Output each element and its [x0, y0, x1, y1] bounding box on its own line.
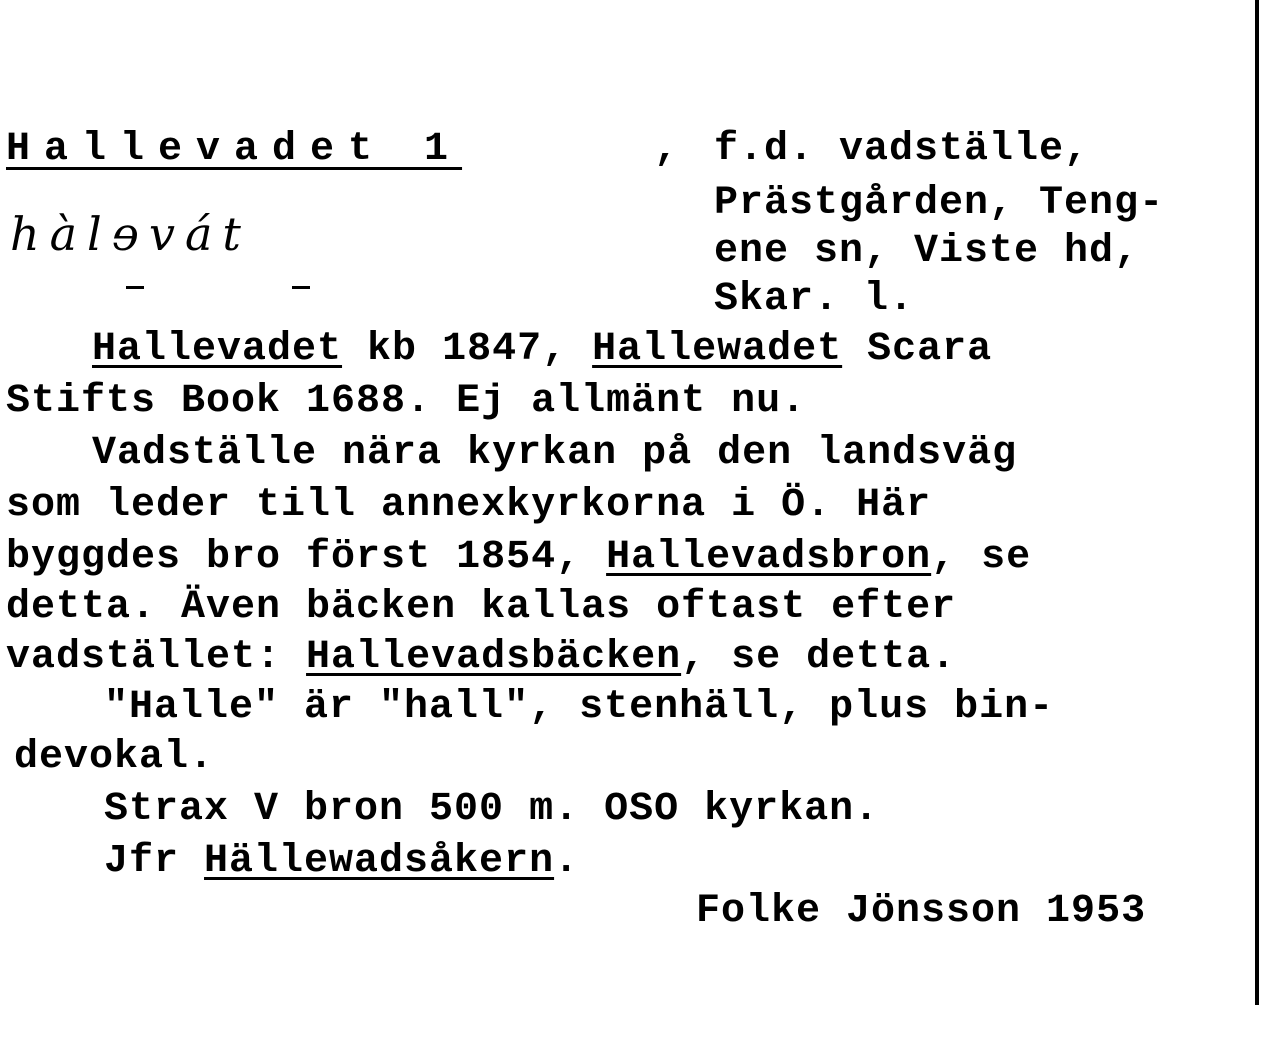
body-line-7: vadstället: Hallevadsbäcken, se detta.: [6, 635, 957, 680]
pronunciation-length-mark-1: [126, 286, 144, 289]
location-line-1: f.d. vadställe,: [714, 127, 1090, 172]
cross-reference: Hallevadsbäcken: [306, 635, 682, 680]
headword-comma: ,: [654, 127, 679, 172]
location-line-3: ene sn, Viste hd,: [714, 229, 1140, 274]
signature: Folke Jönsson 1953: [696, 889, 1147, 934]
location-line-4: Skar. l.: [714, 277, 915, 322]
body-line-5: byggdes bro först 1854, Hallevadsbron, se: [6, 535, 1032, 580]
body-line-11: Jfr Hällewadsåkern.: [104, 839, 580, 884]
cross-reference: Hällewadsåkern: [204, 839, 555, 884]
body-line-1: Hallevadet kb 1847, Hallewadet Scara: [92, 327, 993, 372]
location-line-2: Prästgården, Teng-: [714, 181, 1165, 226]
cross-reference: Hallevadsbron: [606, 535, 932, 580]
pronunciation-length-mark-2: [292, 286, 310, 289]
body-line-4: som leder till annexkyrkorna i Ö. Här: [6, 483, 932, 528]
body-line-8: "Halle" är "hall", stenhäll, plus bin-: [104, 685, 1055, 730]
body-line-3: Vadställe nära kyrkan på den landsväg: [92, 431, 1018, 476]
name-form-link: Hallewadet: [592, 327, 843, 372]
card-edge-line: [1255, 0, 1259, 1005]
body-line-10: Strax V bron 500 m. OSO kyrkan.: [104, 787, 880, 832]
pronunciation-handwritten: hàlɘvát: [10, 207, 251, 261]
name-form-link: Hallevadet: [92, 327, 343, 372]
body-line-9: devokal.: [14, 735, 215, 780]
body-line-2: Stifts Book 1688. Ej allmänt nu.: [6, 379, 807, 424]
headword: Hallevadet 1: [6, 127, 463, 172]
body-line-6: detta. Även bäcken kallas oftast efter: [6, 585, 957, 630]
